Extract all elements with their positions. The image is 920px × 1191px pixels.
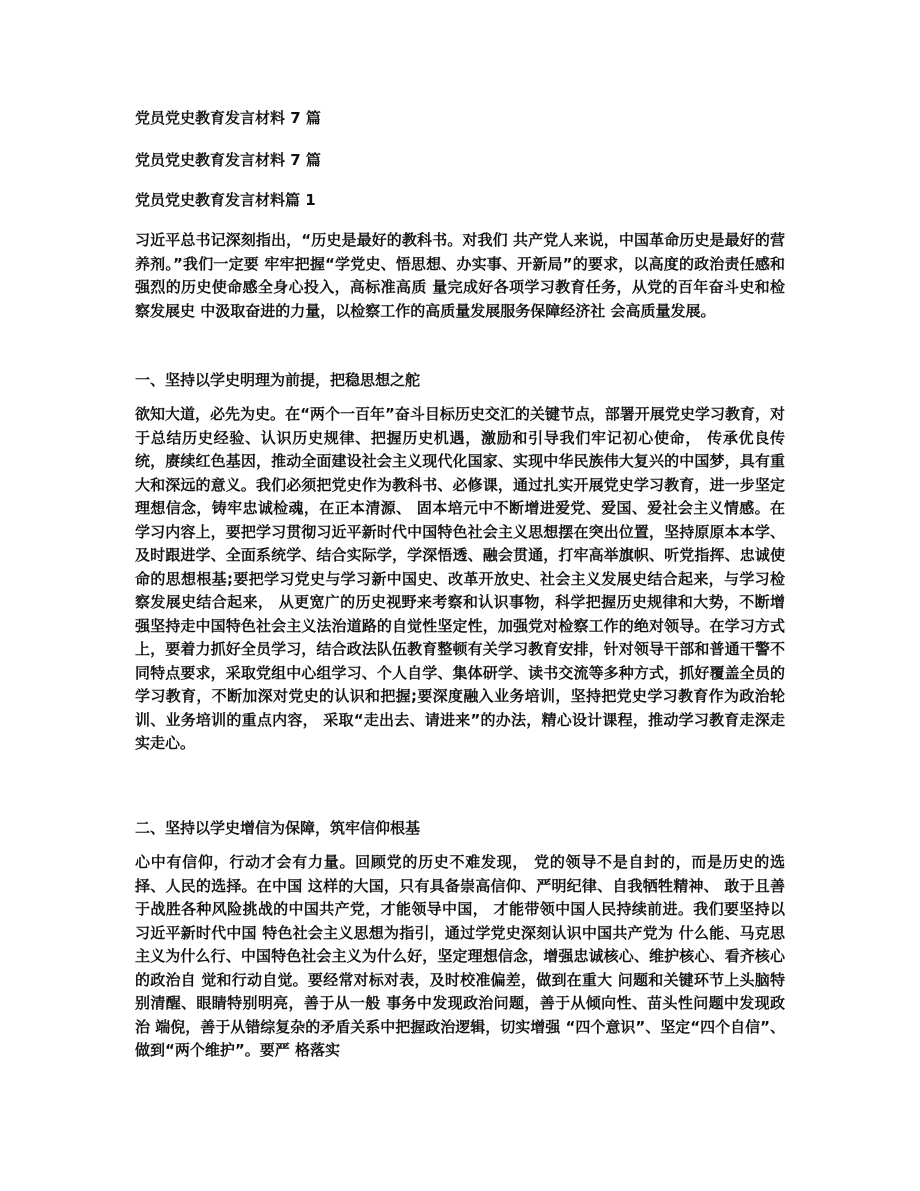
section-heading-2: 二、坚持以学史增信为保障，筑牢信仰根基	[135, 819, 421, 837]
document-subtitle: 党员党史教育发言材料 7 篇	[135, 151, 321, 169]
intro-paragraph: 习近平总书记深刻指出，“历史是最好的教科书。对我们 共产党人来说，中国革命历史是最好的营养剂。”我们一定要 牢牢把握“学党史、悟思想、办实事、开新局”的要求，以高度的政治责任感和强烈的历史使命感全身心投入，高标准高质 量完成好各项学习教育任务，从党的百年奋斗史和检察发展史 中汲取奋进的力量，以检察工作的高质量发展服务保障经济社 会高质量发展。	[135, 231, 785, 320]
section-heading-1: 一、坚持以学史明理为前提，把稳思想之舵	[135, 371, 421, 389]
section-2-paragraph: 心中有信仰，行动才会有力量。回顾党的历史不难发现， 党的领导不是自封的，而是历史的选择、人民的选择。在中国 这样的大国，只有具备崇高信仰、严明纪律、自我牺牲精神、 敢于且善于战胜各种风险挑战的中国共产党，才能领导中国， 才能带领中国人民持续前进。我们要坚持以习近平新时代中国 特色社会主义思想为指引，通过学党史深刻认识中国共产党为 什么能、马克思主义为什么行、中国特色社会主义为什么好，坚定理想信念，增强忠诚核心、维护核心、看齐核心的政治自 觉和行动自觉。要经常对标对表，及时校准偏差，做到在重大 问题和关键环节上头脑特别清醒、眼睛特别明亮，善于从一般 事务中发现政治问题，善于从倾向性、苗头性问题中发现政治 端倪，善于从错综复杂的矛盾关系中把握政治逻辑，切实增强 “四个意识”、坚定“四个自信”、做到“两个维护”。要严 格落实	[135, 853, 785, 1059]
section-1-paragraph: 欲知大道，必先为史。在“两个一百年”奋斗目标历史交汇的关键节点，部署开展党史学习教育，对于总结历史经验、认识历史规律、把握历史机遇，激励和引导我们牢记初心使命， 传承优良传统，赓续红色基因，推动全面建设社会主义现代化国家、实现中华民族伟大复兴的中国梦，具有重大和深远的意义。我们必须把党史作为教科书、必修课，通过扎实开展党史学习教育，进一步坚定理想信念，铸牢忠诚检魂，在正本清源、 固本培元中不断增进爱党、爱国、爱社会主义情感。在学习内容上，要把学习贯彻习近平新时代中国特色社会主义思想摆在突出位置，坚持原原本本学、及时跟进学、全面系统学、结合实际学，学深悟透、融会贯通，打牢高举旗帜、听党指挥、忠诚使命的思想根基;要把学习党史与学习新中国史、改革开放史、社会主义发展史结合起来，与学习检察发展史结合起来， 从更宽广的历史视野来考察和认识事物，科学把握历史规律和大势，不断增强坚持走中国特色社会主义法治道路的自觉性坚定性，加强党对检察工作的绝对领导。在学习方式上，要着力抓好全员学习，结合政法队伍教育整顿有关学习教育安排，针对领导干部和普通干警不同特点要求，采取党组中心组学习、个人自学、集体研学、读书交流等多种方式，抓好覆盖全员的学习教育，不断加深对党史的认识和把握;要深度融入业务培训，坚持把党史学习教育作为政治轮训、业务培训的重点内容， 采取“走出去、请进来”的办法，精心设计课程，推动学习教育走深走实走心。	[135, 405, 785, 752]
article-title: 党员党史教育发言材料篇 1	[135, 191, 316, 209]
document-title: 党员党史教育发言材料 7 篇	[135, 109, 321, 127]
